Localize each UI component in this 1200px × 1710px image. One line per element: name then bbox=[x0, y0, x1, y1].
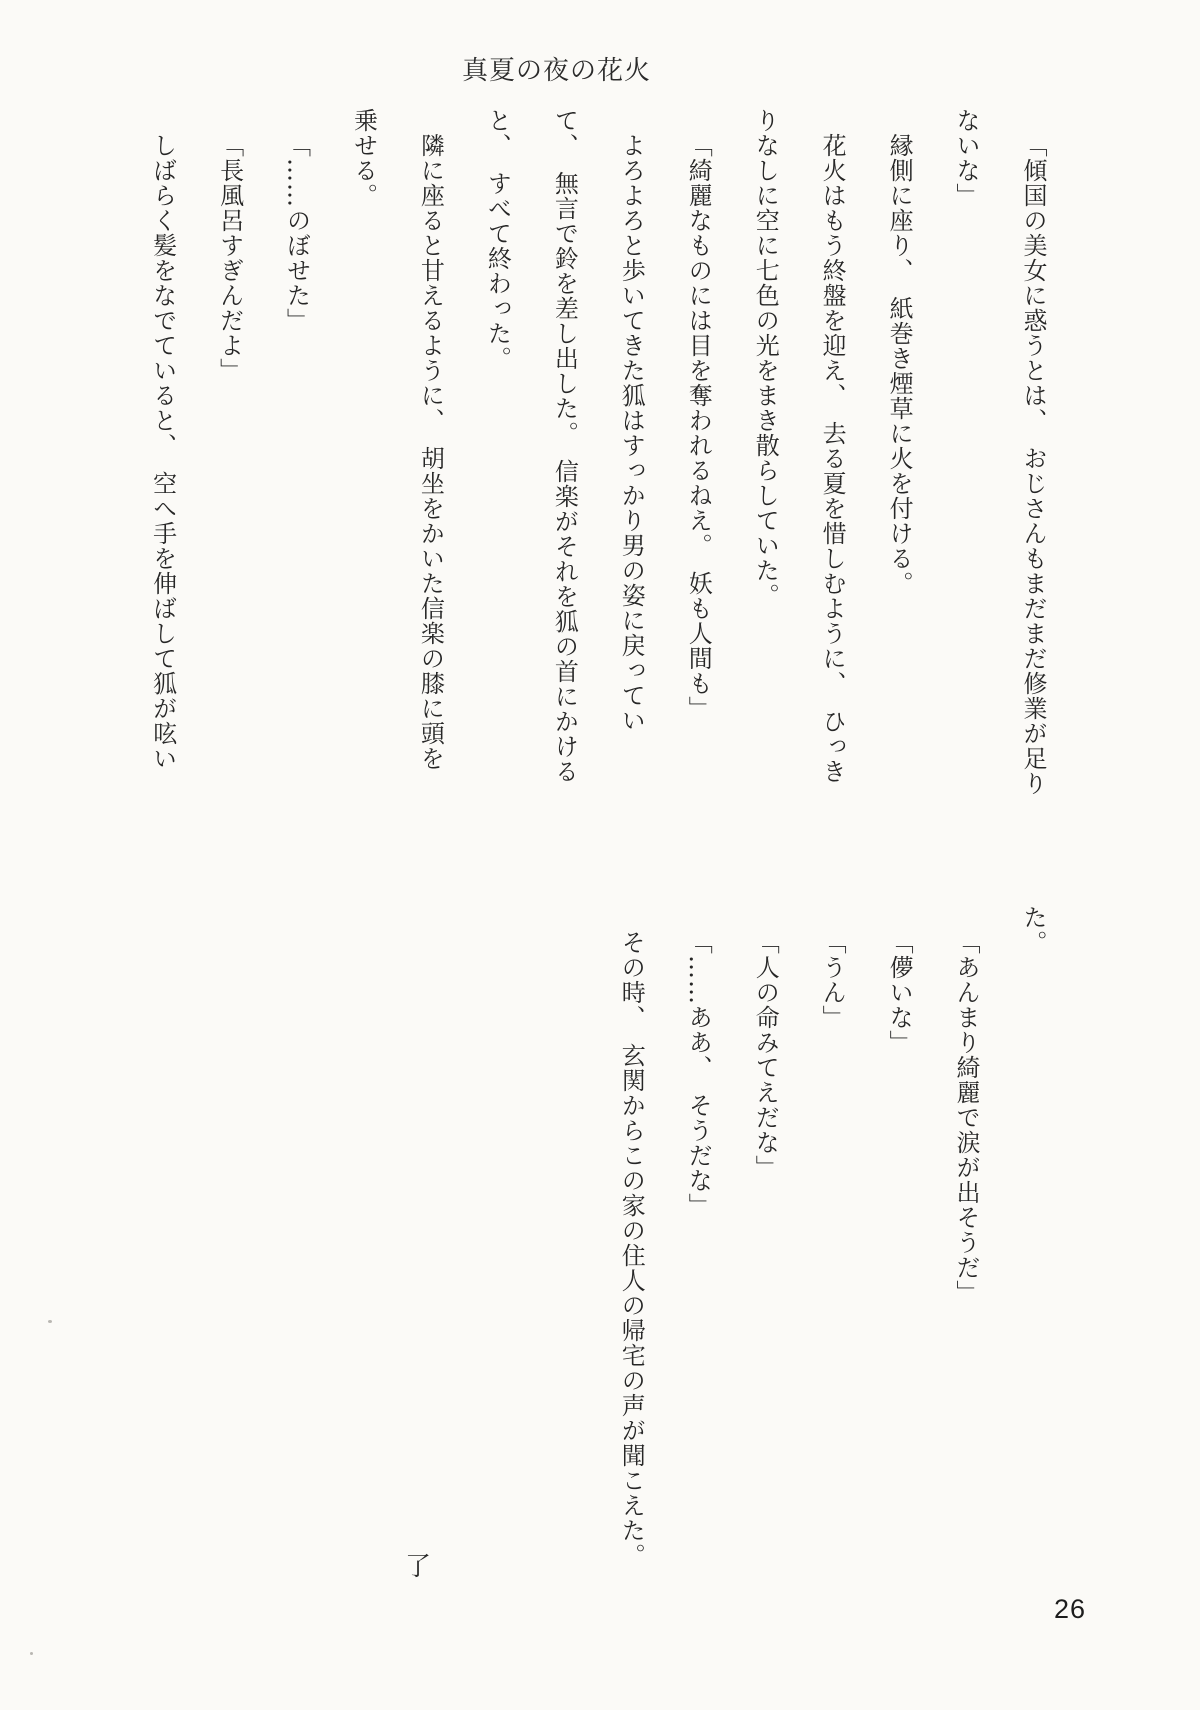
text-column: と、 すべて終わった。 bbox=[483, 108, 512, 371]
text-column: 隣に座ると甘えるように、 胡坐をかいた信楽の膝に頭を bbox=[416, 133, 445, 771]
text-column: 「……のぼせた」 bbox=[282, 133, 311, 333]
text-column: 「儚いな」 bbox=[885, 930, 914, 1055]
page-title: 真夏の夜の花火 bbox=[462, 56, 652, 86]
text-column: その時、 玄関からこの家の住人の帰宅の声が聞こえた。 bbox=[617, 930, 646, 1568]
text-column: しばらく髪をなでていると、 空へ手を伸ばして狐が呟い bbox=[148, 133, 177, 771]
text-column: りなしに空に七色の光をまき散らしていた。 bbox=[751, 108, 780, 608]
lower-text-block bbox=[597, 905, 1066, 1605]
text-column: 「あんまり綺麗で涙が出そうだ」 bbox=[952, 930, 981, 1305]
text-column: 「綺麗なものには目を奪われるねえ。 妖も人間も」 bbox=[684, 133, 713, 721]
page-number: 26 bbox=[1054, 1594, 1087, 1624]
text-column: よろよろと歩いてきた狐はすっかり男の姿に戻ってい bbox=[617, 133, 646, 733]
text-column: 「……ああ、 そうだな」 bbox=[684, 930, 713, 1218]
text-column: 「うん」 bbox=[818, 930, 847, 1030]
text-column: 「人の命みてえだな」 bbox=[751, 930, 780, 1180]
text-column: 縁側に座り、 紙巻き煙草に火を付ける。 bbox=[885, 133, 914, 596]
text-column: 乗せる。 bbox=[349, 108, 378, 208]
text-column: 「傾国の美女に惑うとは、 おじさんもまだまだ修業が足り bbox=[1019, 133, 1047, 796]
text-column: 「長風呂すぎんだよ」 bbox=[215, 133, 244, 383]
scan-speck bbox=[48, 1320, 52, 1323]
text-column: ないな」 bbox=[952, 108, 981, 208]
story-end-mark: 了 bbox=[405, 1552, 432, 1582]
text-column: て、 無言で鈴を差し出した。 信楽がそれを狐の首にかける bbox=[550, 108, 579, 784]
text-column: た。 bbox=[1019, 905, 1047, 955]
scan-speck bbox=[30, 1652, 33, 1655]
text-column: 花火はもう終盤を迎え、 去る夏を惜しむように、 ひっき bbox=[818, 133, 847, 784]
upper-text-block bbox=[129, 108, 1066, 888]
